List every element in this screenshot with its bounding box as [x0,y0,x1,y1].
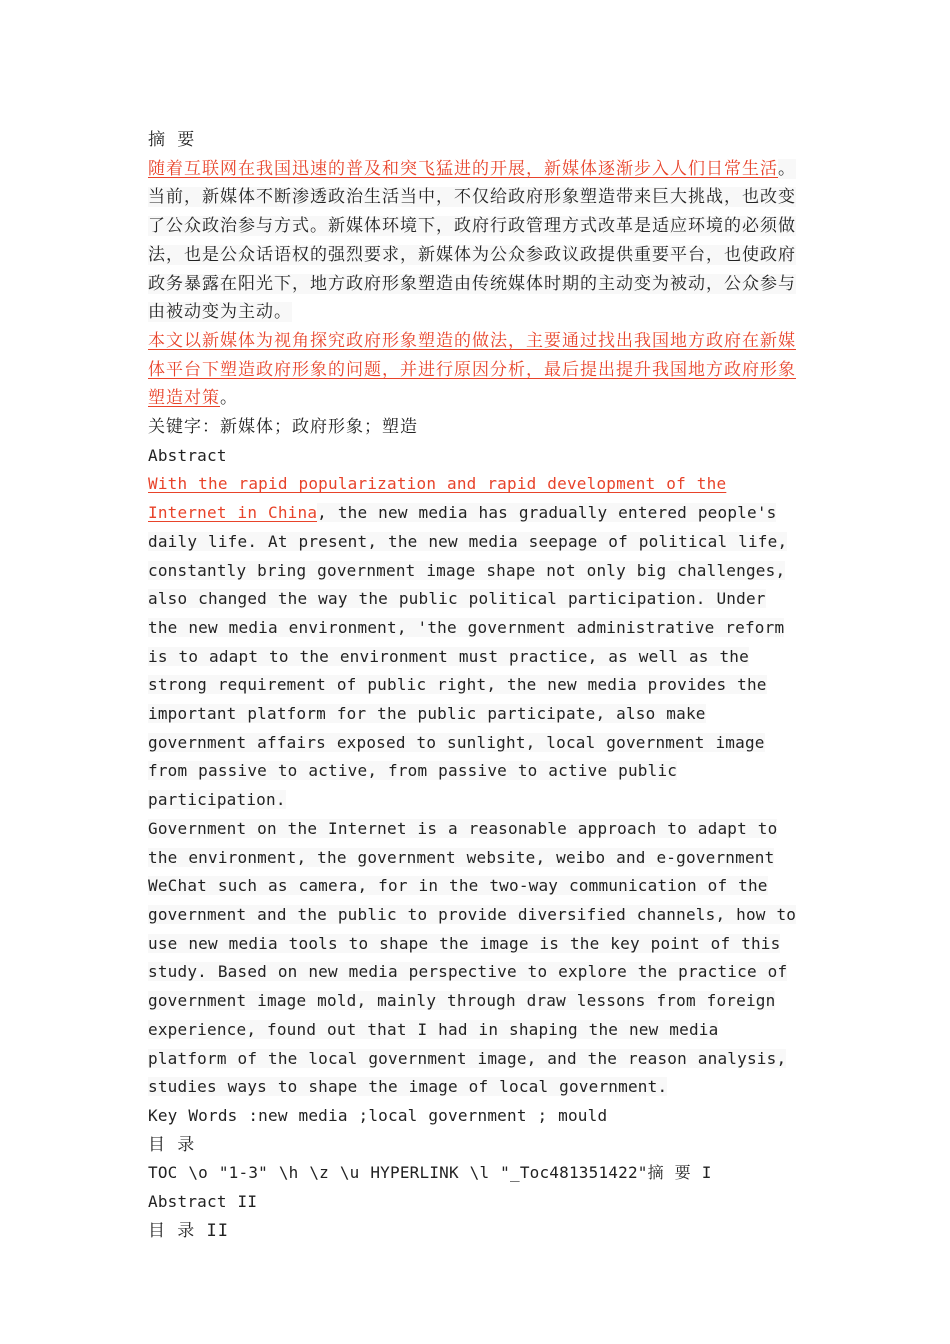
toc-field-code: TOC \o "1-3" \h \z \u HYPERLINK \l "_Toc481351422"摘 要 I [148,1163,712,1183]
abstract-cn-highlight-2: 本文以新媒体为视角探究政府形象塑造的做法，主要通过找出我国地方政府在新媒体平台下塑造政府形象的问题，并进行原因分析，最后提出提升我国地方政府形象塑造对策 [148,330,796,409]
abstract-en-paragraph-2 [148,815,804,1102]
abstract-en-heading: Abstract [148,445,227,465]
abstract-cn-paragraph-2 [148,327,804,413]
toc-heading: 目 录 [148,1134,196,1155]
toc-item-contents: 目 录 II [148,1220,229,1241]
abstract-en-text-2: Government on the Internet is a reasonable approach to adapt to the environment, the government website, weibo and e-government WeChat such as camera, for in the two-way communication of the government and the public to provide diversified channels, how to use new media tools to shape the image is the key point of this study. Based on new media perspective to explore the practice of government image mold, mainly through draw lessons from foreign experience, found out that I had in shaping the new media platform of the local government image, and the reason analysis, studies ways to shape the image of local government. [148,818,797,1097]
toc-item-abstract: Abstract II [148,1192,258,1212]
abstract-cn-text-2: 。 [220,388,238,409]
abstract-cn-text-1: 。当前，新媒体不断渗透政治生活当中，不仅给政府形象塑造带来巨大挑战，也改变了公众政治参与方式。新媒体环境下，政府行政管理方式改革是适应环境的必须做法，也是公众话语权的强烈要求，新媒体为公众参政议政提供重要平台，也使政府政务暴露在阳光下，地方政府形象塑造由传统媒体时期的主动变为被动，公众参与由被动变为主动。 [148,158,796,323]
abstract-en-keywords: Key Words :new media ;local government ; mould [148,1105,608,1125]
abstract-cn-highlight-1: 随着互联网在我国迅速的普及和突飞猛进的开展，新媒体逐渐步入人们日常生活 [148,158,778,179]
abstract-cn-keywords: 关键字：新媒体；政府形象；塑造 [148,417,418,438]
abstract-cn-paragraph-1 [148,155,804,327]
abstract-cn-heading: 摘 要 [148,130,196,150]
abstract-en-text-1: , the new media has gradually entered people's daily life. At present, the new media seepage of political life, constantly bring government image shape not only big challenges, also changed the way the public political participation. Under the new media environment, 'the government administrative reform is to adapt to the environment must practice, as well as the strong requirement of public right, the new media provides the important platform for the public participate, also make government affairs exposed to sunlight, local government image from passive to active, from passive to active public participation. [148,503,788,810]
abstract-en-paragraph-1 [148,470,804,814]
document-page [148,126,804,1245]
abstract-en-highlight-1: With the rapid popularization and rapid development of the Internet in China [148,474,727,523]
